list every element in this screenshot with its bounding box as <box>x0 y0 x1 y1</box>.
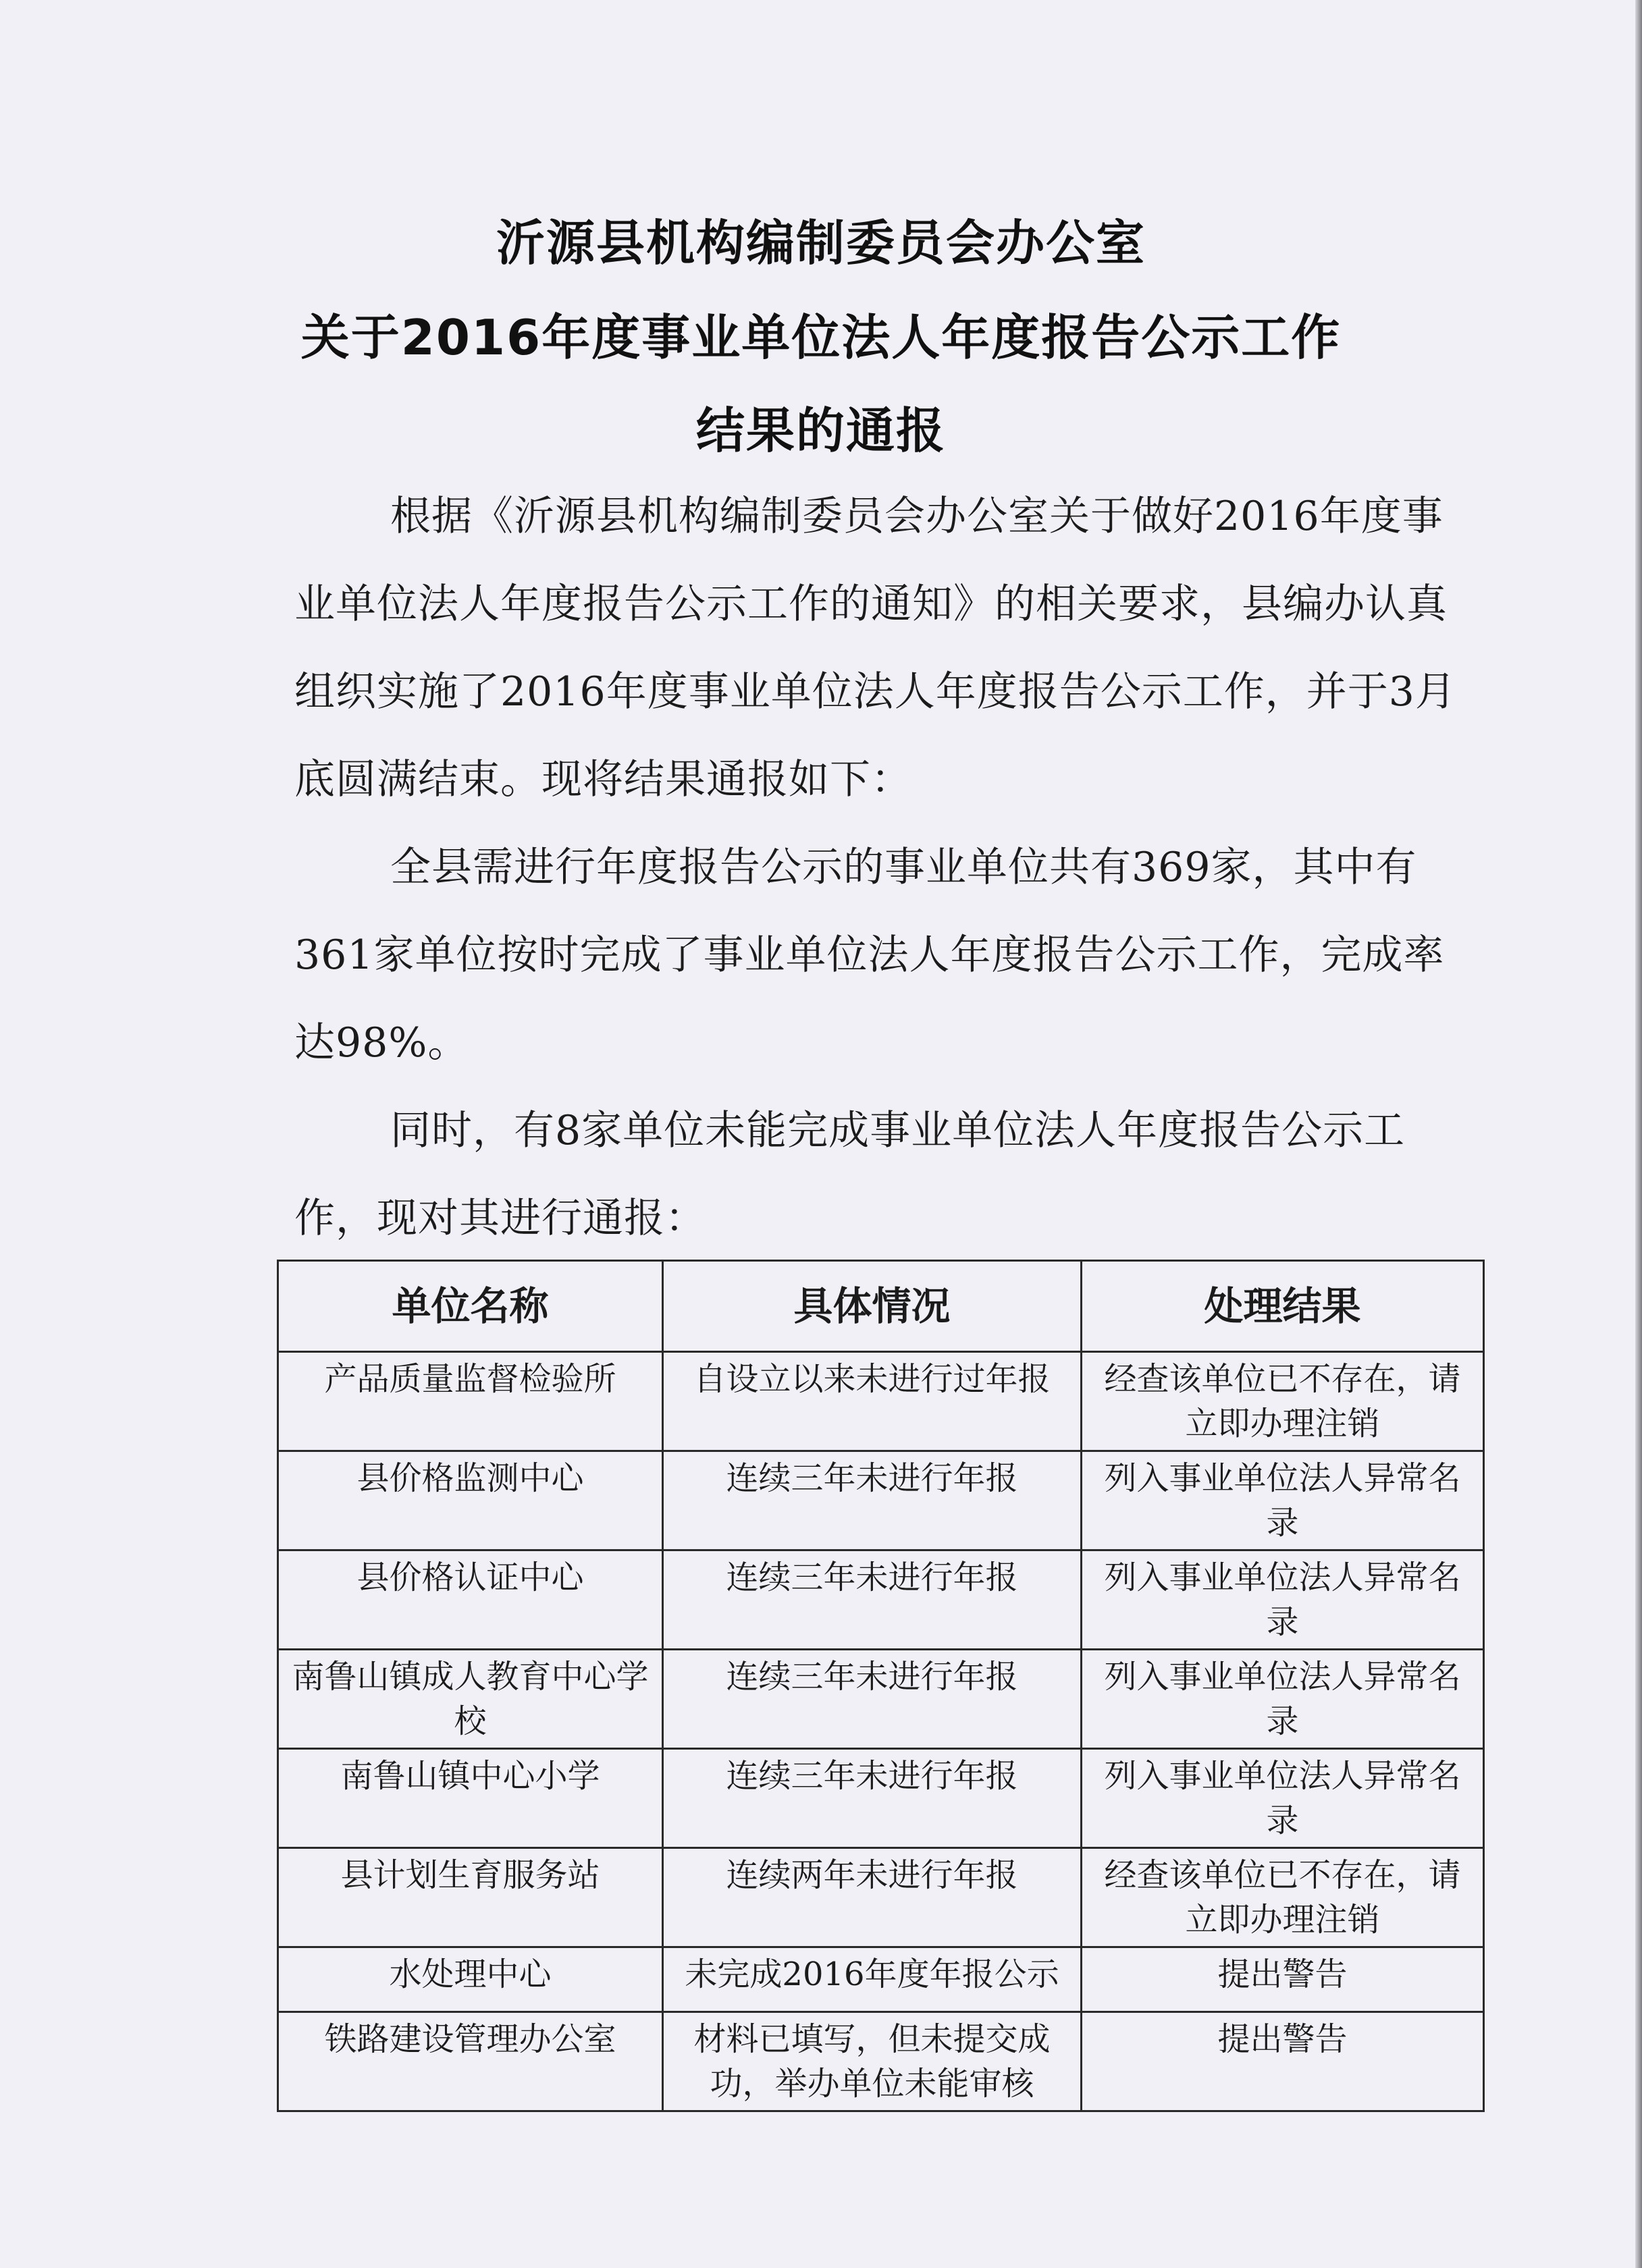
header-unit-name: 单位名称 <box>278 1261 663 1352</box>
results-table-wrapper <box>277 1260 1483 2112</box>
cell-situation: 连续三年未进行年报 <box>663 1749 1082 1848</box>
cell-result: 列入事业单位法人异常名录 <box>1082 1650 1484 1749</box>
paragraph-summary: 全县需进行年度报告公示的事业单位共有369家，其中有361家单位按时完成了事业单位法人年度报告公示工作，完成率达98%。 <box>294 844 1445 1066</box>
cell-situation: 连续三年未进行年报 <box>663 1650 1082 1749</box>
cell-situation: 自设立以来未进行过年报 <box>663 1352 1082 1451</box>
cell-result: 提出警告 <box>1082 2012 1484 2111</box>
cell-situation: 连续三年未进行年报 <box>663 1451 1082 1550</box>
cell-result: 经查该单位已不存在，请立即办理注销 <box>1082 1352 1484 1451</box>
cell-unit-name: 水处理中心 <box>278 1947 663 2012</box>
cell-result: 提出警告 <box>1082 1947 1484 2012</box>
table-row <box>278 1749 1484 1848</box>
cell-unit-name: 县价格监测中心 <box>278 1451 663 1550</box>
table-row <box>278 1352 1484 1451</box>
cell-unit-name: 南鲁山镇中心小学 <box>278 1749 663 1848</box>
table-row <box>278 2012 1484 2111</box>
title-line-3: 结果的通报 <box>695 402 946 459</box>
table-row <box>278 1650 1484 1749</box>
paragraph-intro: 根据《沂源县机构编制委员会办公室关于做好2016年度事业单位法人年度报告公示工作的通知》的相关要求，县编办认真组织实施了2016年度事业单位法人年度报告公示工作，并于3月底圆满结束。现将结果通报如下： <box>294 493 1456 803</box>
cell-situation: 连续两年未进行年报 <box>663 1848 1082 1947</box>
title-line-1: 沂源县机构编制委员会办公室 <box>496 215 1146 271</box>
cell-unit-name: 产品质量监督检验所 <box>278 1352 663 1451</box>
cell-result: 列入事业单位法人异常名录 <box>1082 1749 1484 1848</box>
paragraph-notice: 同时，有8家单位未能完成事业单位法人年度报告公示工作，现对其进行通报： <box>294 1107 1406 1242</box>
header-situation: 具体情况 <box>663 1261 1082 1352</box>
cell-situation: 材料已填写，但未提交成功，举办单位未能审核 <box>663 2012 1082 2111</box>
table-row <box>278 1550 1484 1650</box>
results-table <box>277 1260 1485 2112</box>
cell-result: 列入事业单位法人异常名录 <box>1082 1550 1484 1650</box>
table-header-row <box>278 1261 1484 1352</box>
cell-situation: 未完成2016年度年报公示 <box>663 1947 1082 2012</box>
title-line-2: 关于2016年度事业单位法人年度报告公示工作 <box>300 309 1342 366</box>
table-row <box>278 1848 1484 1947</box>
table-row <box>278 1451 1484 1550</box>
header-result: 处理结果 <box>1082 1261 1484 1352</box>
cell-result: 列入事业单位法人异常名录 <box>1082 1451 1484 1550</box>
cell-unit-name: 县计划生育服务站 <box>278 1848 663 1947</box>
table-row <box>278 1947 1484 2012</box>
cell-result: 经查该单位已不存在，请立即办理注销 <box>1082 1848 1484 1947</box>
cell-situation: 连续三年未进行年报 <box>663 1550 1082 1650</box>
cell-unit-name: 县价格认证中心 <box>278 1550 663 1650</box>
cell-unit-name: 南鲁山镇成人教育中心学校 <box>278 1650 663 1749</box>
cell-unit-name: 铁路建设管理办公室 <box>278 2012 663 2111</box>
